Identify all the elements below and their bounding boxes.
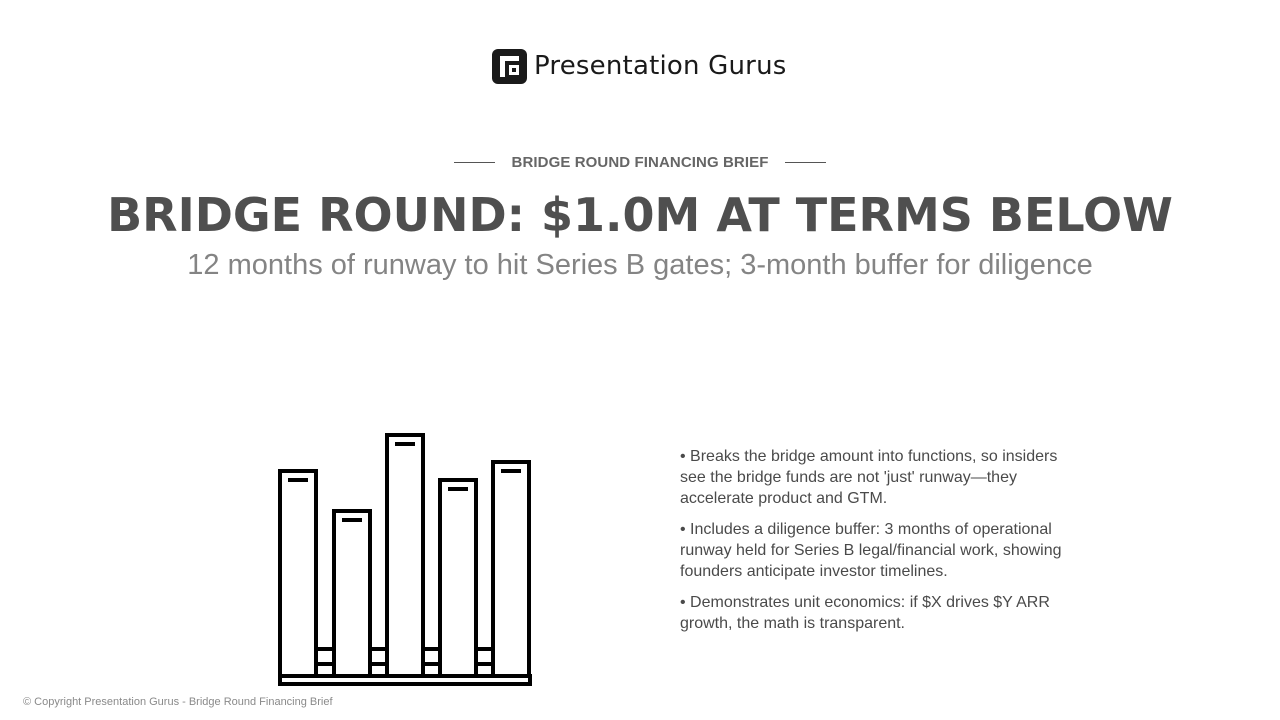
chart-icon-bar [387,435,423,676]
slide-subtitle: 12 months of runway to hit Series B gates; 3-month buffer for diligence [187,249,1093,281]
chart-icon-bar [440,480,476,676]
bullet-item: • Breaks the bridge amount into functions, so insiders see the bridge funds are not 'just' runway—they accelerate product and GTM. [680,448,1058,507]
bar-chart-icon [276,431,534,689]
chart-icon-bar [493,462,529,676]
copyright-footer: © Copyright Presentation Gurus - Bridge Round Financing Brief [23,696,333,708]
bullet-item: • Demonstrates unit economics: if $X drives $Y ARR growth, the math is transparent. [680,594,1050,632]
chart-icon-bar [334,511,370,676]
bullet-item: • Includes a diligence buffer: 3 months of operational runway held for Series B legal/financial work, showing founders anticipate investor timelines. [680,521,1062,580]
brand-name: Presentation Gurus [534,51,787,81]
slide-title: BRIDGE ROUND: $1.0M AT TERMS BELOW [107,188,1173,242]
presentation-gurus-logo-icon [492,49,527,84]
bullet-list [680,446,1080,644]
eyebrow-divider-left [454,162,495,163]
eyebrow-label: BRIDGE ROUND FINANCING BRIEF [511,153,769,171]
eyebrow-divider-right [785,162,826,163]
eyebrow-row [0,150,1280,174]
brand-logo [492,48,787,84]
chart-icon-bar [280,471,316,676]
